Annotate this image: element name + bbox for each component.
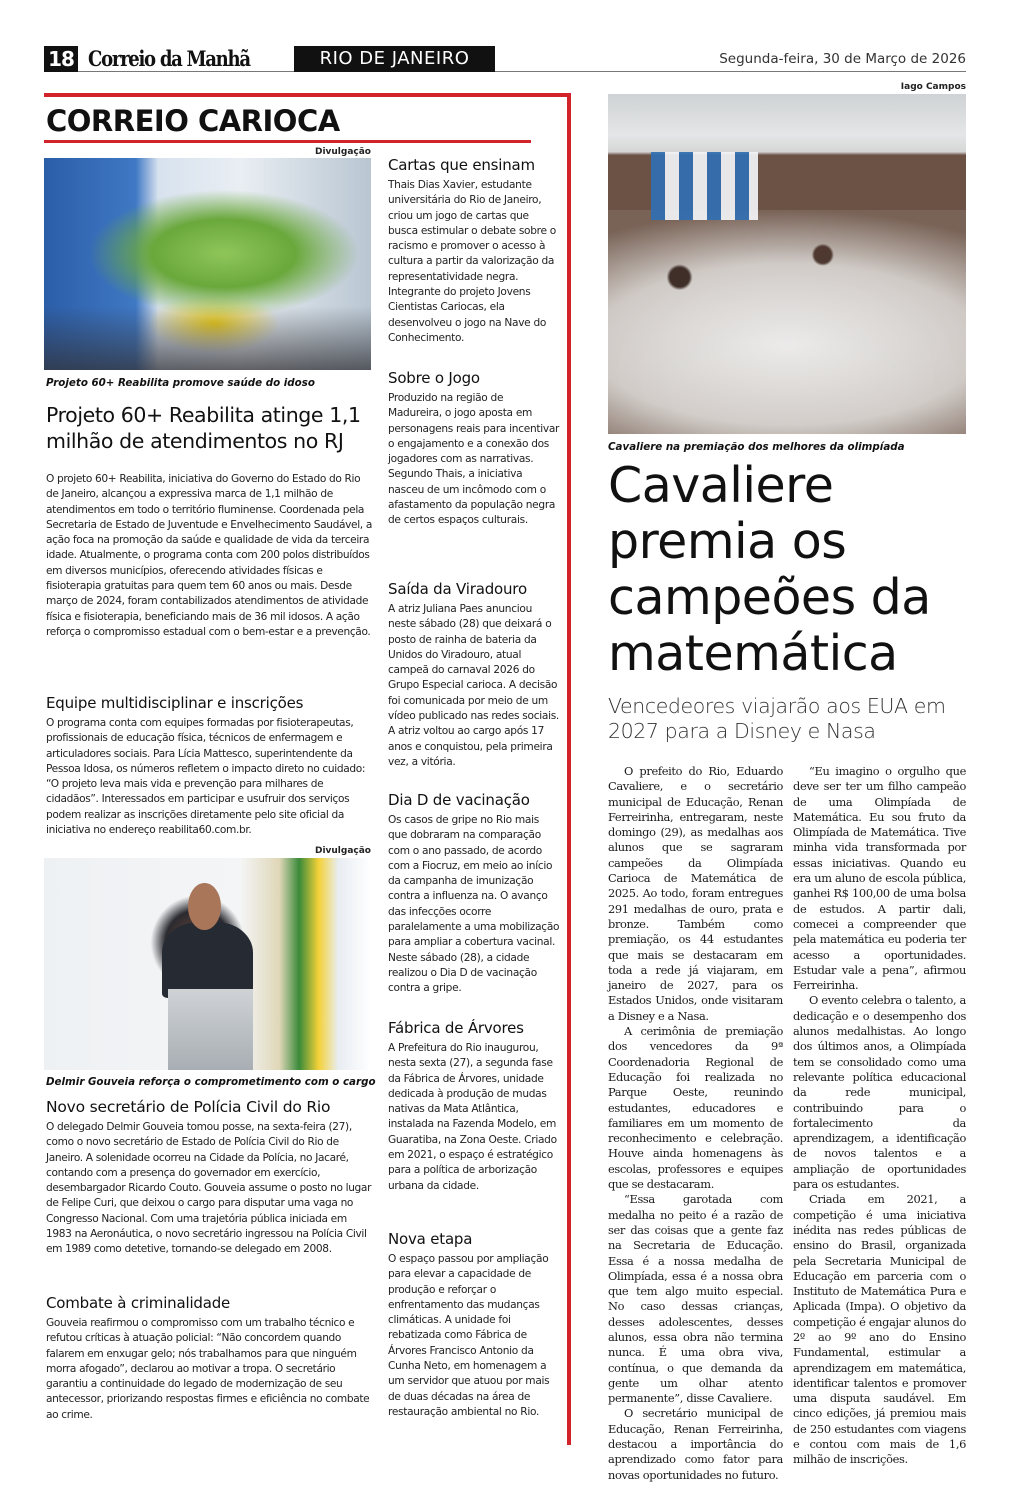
story-body: O delegado Delmir Gouveia tomou posse, na sexta-feira (27), como o novo secretário de Estado de Polícia Civil do Rio de Janeiro. A solenidade ocorreu na Cidade da Polícia, no Jacaré, contando com a presença do governador em exercício, desembargador Ricardo Couto. Gouveia assume o posto no lugar de Felipe Curi, que deixou o cargo para disputar uma vaga no Congresso Nacional. Com uma trajetória pública iniciada em 1983 na Aeronáutica, o novo secretário ingressou na Polícia Civil em 1989 como detetive, tornando-se delegado em 2008. <box>46 1121 372 1256</box>
brief-body: A atriz Juliana Paes anunciou neste sábado (28) que deixará o posto de rainha de bateria da Unidos do Viradouro, atual campeã do carnaval 2026 do Grupo Especial carioca. A decisão foi comunicada por meio de um vídeo publicado nas redes sociais. A atriz voltou ao cargo após 17 anos e conquistou, pela primeira vez, a vitória. <box>388 603 559 768</box>
paragraph: O secretário municipal de Educação, Renan Ferreirinha, destacou a importância do aprendizado como fator para novas oportunidades no futuro. <box>608 1406 783 1482</box>
brief-title: Fábrica de Árvores <box>388 1019 524 1037</box>
photo-olympiad-ceremony <box>608 94 966 434</box>
edition-date: Segunda-feira, 30 de Março de 2026 <box>719 51 966 67</box>
brief-body: Os casos de gripe no Rio mais que dobraram na comparação com o ano passado, de acordo com a Fiocruz, em meio ao início da campanha de imunização contra a influenza na. O avanço das infecções ocorre paralelamente a uma mobilização para ampliar a cobertura vacinal. Neste sábado (28), a cidade realizou o Dia D de vacinação contra a gripe. <box>388 814 560 995</box>
brief-body: A Prefeitura do Rio inaugurou, nesta sexta (27), a segunda fase da Fábrica de Árvores, unidade dedicada à produção de mudas nativas da Mata Atlântica, instalada na Fazenda Modelo, em Guaratiba, na Zona Oeste. Criado em 2021, o espaço é estratégico para a política de arborização urbana da cidade. <box>388 1042 557 1192</box>
paragraph: “Essa garotada com medalha no peito é a razão de ser das coisas que a gente faz na Secretaria de Educação. Essa é a nossa medalha de Olimpíada, essa é a nossa obra que tem algo muito especial. No caso dessas crianças, desses adolescentes, desses alunos, essa obra não termina nunca. É uma obra viva, contínua, o que demanda da gente um olhar atento permanente”, disse Cavaliere. <box>608 1192 783 1406</box>
main-deck: Vencedeores viajarão aos EUA em 2027 para a Disney e Nasa <box>608 694 946 743</box>
brief-title: Dia D de vacinação <box>388 791 530 809</box>
section-rule-top <box>44 93 570 97</box>
photo-60-reabilita-group <box>44 158 371 370</box>
photo-caption: Cavaliere na premiação dos melhores da olimpíada <box>608 441 905 453</box>
brief-title: Saída da Viradouro <box>388 580 527 598</box>
paragraph: Criada em 2021, a competição é uma iniciativa inédita nas redes públicas de ensino do Brasil, organizada pela Secretaria Municipal de Educação em parceria com o Instituto de Matemática Pura e Aplicada (Impa). O objetivo da competição é engajar alunos do 2º ao 9º ano do Ensino Fundamental, estimular a aprendizagem em matemática, identificar talentos e promover uma disputa saudável. Em cinco edições, já premiou mais de 250 estudantes com viagens e contou com mais de 1,6 milhão de inscrições. <box>793 1192 966 1467</box>
paragraph: A cerimônia de premiação dos vencedores da 9ª Coordenadoria Regional de Educação foi realizada no Parque Oeste, reunindo estudantes, educadores e familiares em um momento de reconhecimento e celebração. Houve ainda homenagens às escolas, professores e equipes que se destacaram. <box>608 1024 783 1192</box>
brief-body: Thais Dias Xavier, estudante universitária do Rio de Janeiro, criou um jogo de cartas que busca estimular o debate sobre o racismo e promover o acesso à cultura a partir da valorização da representatividade negra. Integrante do projeto Jovens Cientistas Cariocas, ela desenvolveu o jogo na Nave do Conhecimento. <box>388 179 556 344</box>
brief-title: Nova etapa <box>388 1230 473 1248</box>
brief-body: Produzido na região de Madureira, o jogo aposta em personagens reais para incentivar o engajamento e a conexão dos jogadores com as narrativas. Segundo Thais, a iniciativa nasceu de um incômodo com o afastamento da população negra de certos espaços culturais. <box>388 392 560 527</box>
section-rule-side <box>567 93 571 1445</box>
main-body-column-1 <box>608 764 783 1483</box>
section-kicker: CORREIO CARIOCA <box>46 104 340 138</box>
story-headline: Novo secretário de Polícia Civil do Rio <box>46 1098 331 1116</box>
story-body: O projeto 60+ Reabilita, iniciativa do Governo do Estado do Rio de Janeiro, alcançou a expressiva marca de 1,1 milhão de atendimentos em todo o território fluminense. Coordenada pela Secretaria de Estado de Juventude e Envelhecimento Saudável, a ação foca na promoção da saúde e qualidade de vida da terceira idade. Atualmente, o programa conta com 200 polos distribuídos em diversos municípios, oferecendo atividades físicas e fisioterapia gratuitas para quem tem 60 anos ou mais. Desde março de 2024, foram contabilizados atendimentos de atividade física e fisioterapia, beneficiando mais de 36 mil idosos. A ação reforça o compromisso estadual com o bem-estar e a prevenção. <box>46 473 372 638</box>
masthead <box>44 44 966 72</box>
story-body-2: Gouveia reafirmou o compromisso com um trabalho técnico e refutou críticas à atuação policial: “Não concordem quando falarem em enxugar gelo; nós trabalhamos para que ninguém morra afogado”, declarou ao motivar a tropa. O secretário garantiu a continuidade do legado de modernização de seu antecessor, priorizando respostas firmes e eficiência no combate ao crime. <box>46 1317 370 1421</box>
paragraph: O prefeito do Rio, Eduardo Cavaliere, e o secretário municipal de Educação, Renan Ferreirinha, entregaram, neste domingo (29), as medalhas aos alunos que se sagraram campeões da Olimpíada Carioca de Matemática de 2025. Ao todo, foram entregues 291 medalhas de ouro, prata e bronze. Também como premiação, os 44 estudantes que mais se destacaram em toda a rede já viajaram, em janeiro de 2027, para os Estados Unidos, onde visitaram a Disney e a Nasa. <box>608 764 783 1023</box>
photo-credit: Divulgação <box>314 147 371 157</box>
brief-body: O espaço passou por ampliação para elevar a capacidade de produção e reforçar o enfrentamento das mudanças climáticas. A unidade foi rebatizada como Fábrica de Árvores Francisco Antonio da Cunha Neto, em homenagem a um servidor que atuou por mais de duas décadas na área de restauração ambiental no Rio. <box>388 1253 550 1418</box>
story-body-2: O programa conta com equipes formadas por fisioterapeutas, profissionais de educação física, técnicos de enfermagem e articuladores sociais. Para Lícia Mattesco, superintendente da Pessoa Idosa, os números refletem o impacto direto no cuidado: “O projeto leva mais vida e prevenção para milhares de cidadãos”. Interessados em participar e usufruir dos serviços podem realizar as inscrições diretamente pelo site oficial da iniciativa no endereço reabilita60.com.br. <box>46 717 366 837</box>
story-subhead: Combate à criminalidade <box>46 1294 231 1312</box>
photo-delmir-gouveia <box>44 858 371 1070</box>
photo-credit: Divulgação <box>314 846 371 856</box>
story-subhead: Equipe multidisciplinar e inscrições <box>46 694 304 712</box>
photo-credit: Iago Campos <box>900 82 966 92</box>
brief-title: Sobre o Jogo <box>388 369 480 387</box>
story-headline: Projeto 60+ Reabilita atinge 1,1 milhão de atendimentos no RJ <box>46 403 361 453</box>
paragraph: O evento celebra o talento, a dedicação e o desempenho dos alunos medalhistas. Ao longo dos últimos anos, a Olimpíada tem se consolidado como uma relevante política educacional da rede municipal, contribuindo para o fortalecimento da aprendizagem, a identificação de novos talentos e a ampliação de oportunidades para os estudantes. <box>793 993 966 1192</box>
main-headline: Cavaliere premia os campeões da matemática <box>608 457 931 682</box>
photo-caption: Delmir Gouveia reforça o comprometimento com o cargo <box>46 1076 376 1088</box>
newspaper-logo: Correio da Manhã <box>88 46 250 71</box>
section-label: RIO DE JANEIRO <box>294 46 495 72</box>
kicker-underline <box>44 140 531 143</box>
brief-title: Cartas que ensinam <box>388 156 535 174</box>
photo-caption: Projeto 60+ Reabilita promove saúde do idoso <box>46 377 315 389</box>
page-number: 18 <box>44 46 78 72</box>
paragraph: “Eu imagino o orgulho que deve ser ter um filho campeão de uma Olimpíada de Matemática. Eu sou fruto da Olimpíada de Matemática. Tive minha vida transformada por essas iniciativas. Quando eu era um aluno de escola pública, ganhei R$ 100,00 de uma bolsa de estudos. A partir dali, comecei a compreender que pela matemática eu poderia ter acesso a oportunidades. Estudar vale a pena”, afirmou Ferreirinha. <box>793 764 966 993</box>
main-body-column-2 <box>793 764 966 1468</box>
